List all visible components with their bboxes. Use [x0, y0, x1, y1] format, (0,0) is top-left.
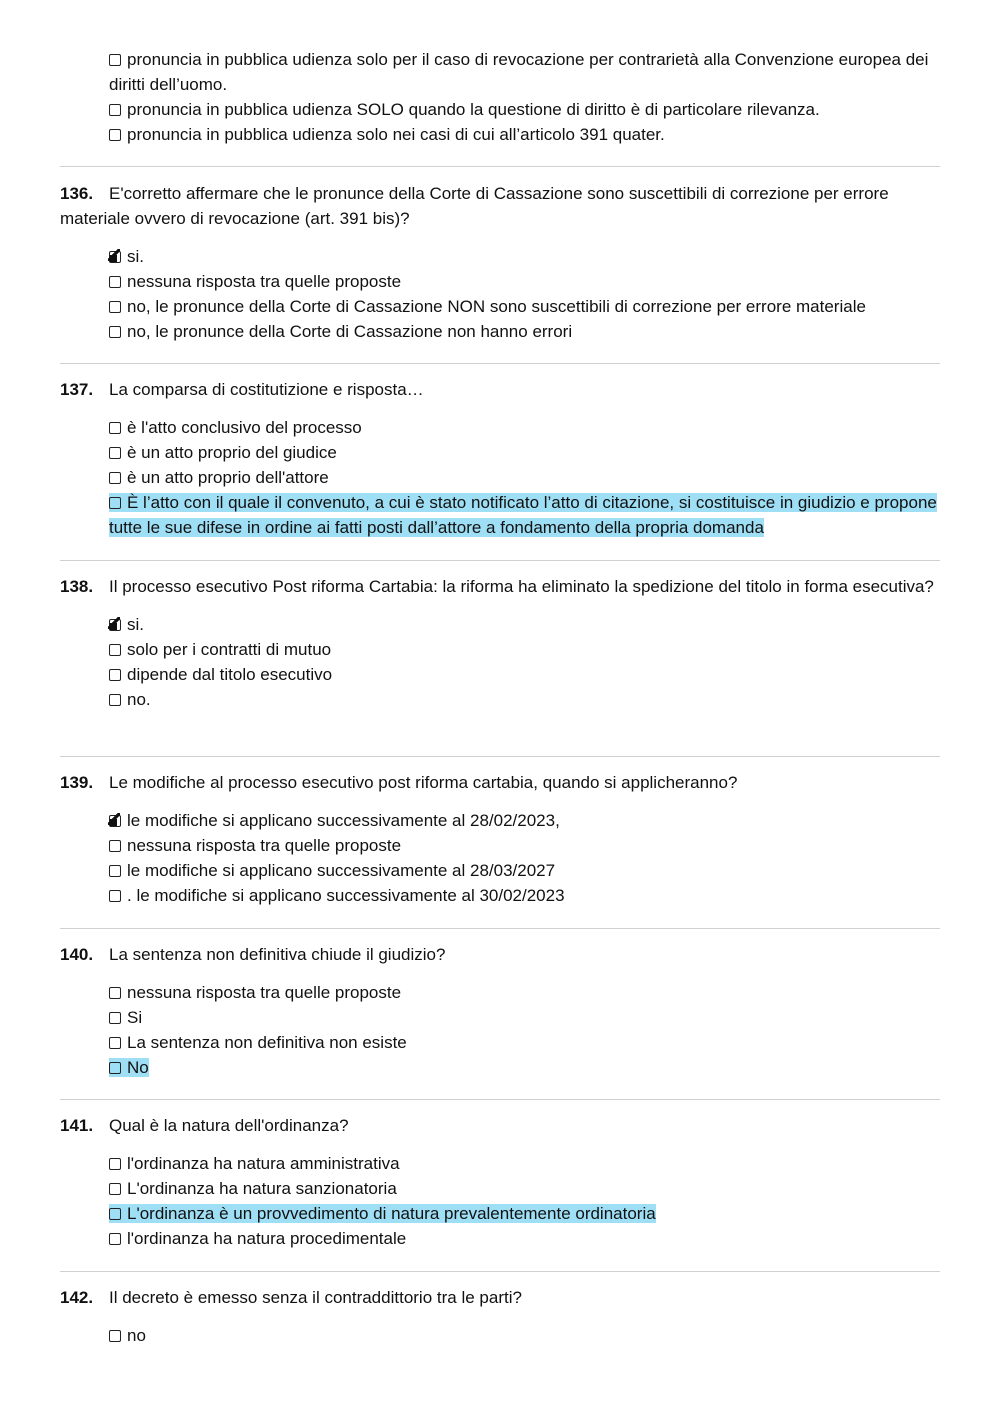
- checkbox-icon: [109, 1330, 121, 1342]
- divider: [60, 928, 940, 929]
- question-138: [60, 574, 940, 712]
- answer-option: è un atto proprio del giudice: [109, 440, 940, 465]
- answer-option: nessuna risposta tra quelle proposte: [109, 980, 940, 1005]
- checkbox-icon: [109, 497, 121, 509]
- checkbox-icon: [109, 644, 121, 656]
- checked-box-icon: [109, 815, 121, 827]
- answer-option: nessuna risposta tra quelle proposte: [109, 269, 940, 294]
- checkbox-icon: [109, 987, 121, 999]
- answer-option: no, le pronunce della Corte di Cassazione NON sono suscettibili di correzione per errore materiale: [109, 294, 940, 319]
- question-number: 141.: [60, 1116, 94, 1135]
- checkbox-icon: [109, 1233, 121, 1245]
- checkbox-icon: [109, 276, 121, 288]
- checkbox-icon: [109, 694, 121, 706]
- answer-option: . le modifiche si applicano successivamente al 30/02/2023: [109, 883, 940, 908]
- answer-option: pronuncia in pubblica udienza solo nei casi di cui all’articolo 391 quater.: [109, 122, 940, 147]
- answer-option: no: [109, 1323, 940, 1348]
- question-text: 138. Il processo esecutivo Post riforma Cartabia: la riforma ha eliminato la spedizione del titolo in forma esecutiva?: [60, 574, 940, 599]
- answer-option: Si: [109, 1005, 940, 1030]
- checkbox-icon: [109, 472, 121, 484]
- highlighted-answer-option: È l’atto con il quale il convenuto, a cui è stato notificato l’atto di citazione, si costituisce in giudizio e propone tutte le sue difese in ordine ai fatti posti dall’attore a fondamento della propria domanda: [109, 493, 937, 537]
- answer-option: nessuna risposta tra quelle proposte: [109, 833, 940, 858]
- question-text: 139. Le modifiche al processo esecutivo post riforma cartabia, quando si applicheranno?: [60, 770, 940, 795]
- checkbox-icon: [109, 301, 121, 313]
- answer-option: pronuncia in pubblica udienza solo per il caso di revocazione per contrarietà alla Convenzione europea dei diritti dell’uomo.: [109, 50, 929, 94]
- answer-option: no.: [109, 687, 940, 712]
- checkbox-icon: [109, 129, 121, 141]
- answer-option: l'ordinanza ha natura procedimentale: [109, 1226, 940, 1251]
- highlighted-answer-option: L'ordinanza è un provvedimento di natura prevalentemente ordinatoria: [109, 1201, 940, 1226]
- answer-option: solo per i contratti di mutuo: [109, 637, 940, 662]
- checkbox-icon: [109, 890, 121, 902]
- checked-box-icon: [109, 619, 121, 631]
- checkbox-icon: [109, 669, 121, 681]
- divider: [60, 756, 940, 757]
- checkbox-icon: [109, 326, 121, 338]
- divider: [60, 1099, 940, 1100]
- question-140: [60, 942, 940, 1080]
- answer-option: è l'atto conclusivo del processo: [109, 415, 940, 440]
- answer-option: L'ordinanza ha natura sanzionatoria: [109, 1176, 940, 1201]
- question-141: [60, 1113, 940, 1251]
- checkbox-icon: [109, 1208, 121, 1220]
- question-number: 139.: [60, 773, 94, 792]
- answer-option: La sentenza non definitiva non esiste: [109, 1030, 940, 1055]
- checkbox-icon: [109, 54, 121, 66]
- question-number: 137.: [60, 380, 94, 399]
- divider: [60, 363, 940, 364]
- checkbox-icon: [109, 1062, 121, 1074]
- checkbox-icon: [109, 865, 121, 877]
- question-137: [60, 377, 940, 540]
- question-text: 137. La comparsa di costitutizione e risposta…: [60, 377, 940, 402]
- checkbox-icon: [109, 422, 121, 434]
- answer-option: le modifiche si applicano successivamente al 28/02/2023,: [109, 808, 940, 833]
- answer-option: no, le pronunce della Corte di Cassazione non hanno errori: [109, 319, 940, 344]
- checkbox-icon: [109, 840, 121, 852]
- answer-option: le modifiche si applicano successivamente al 28/03/2027: [109, 858, 940, 883]
- question-142: [60, 1285, 940, 1348]
- divider: [60, 166, 940, 167]
- divider: [60, 1271, 940, 1272]
- question-136: [60, 181, 940, 344]
- checkbox-icon: [109, 1037, 121, 1049]
- highlighted-answer-option: No: [109, 1055, 940, 1080]
- question-text: 140. La sentenza non definitiva chiude il giudizio?: [60, 942, 940, 967]
- answer-option: si.: [109, 244, 940, 269]
- answer-option: pronuncia in pubblica udienza SOLO quando la questione di diritto è di particolare rilevanza.: [109, 97, 940, 122]
- checkbox-icon: [109, 1183, 121, 1195]
- question-number: 142.: [60, 1288, 94, 1307]
- checkbox-icon: [109, 447, 121, 459]
- question-text: 136. E'corretto affermare che le pronunce della Corte di Cassazione sono suscettibili di correzione per errore materiale ovvero di revocazione (art. 391 bis)?: [60, 181, 940, 231]
- question-text: 141. Qual è la natura dell'ordinanza?: [60, 1113, 940, 1138]
- answer-option: si.: [109, 612, 940, 637]
- answer-option: dipende dal titolo esecutivo: [109, 662, 940, 687]
- answer-option: è un atto proprio dell'attore: [109, 465, 940, 490]
- question-text: 142. Il decreto è emesso senza il contraddittorio tra le parti?: [60, 1285, 940, 1310]
- question-number: 140.: [60, 945, 94, 964]
- checkbox-icon: [109, 1158, 121, 1170]
- question-139: [60, 770, 940, 908]
- answer-option: l'ordinanza ha natura amministrativa: [109, 1151, 940, 1176]
- previous-question-options: [60, 47, 940, 147]
- checkbox-icon: [109, 1012, 121, 1024]
- question-number: 136.: [60, 184, 94, 203]
- divider: [60, 560, 940, 561]
- checked-box-icon: [109, 251, 121, 263]
- checkbox-icon: [109, 104, 121, 116]
- question-number: 138.: [60, 577, 94, 596]
